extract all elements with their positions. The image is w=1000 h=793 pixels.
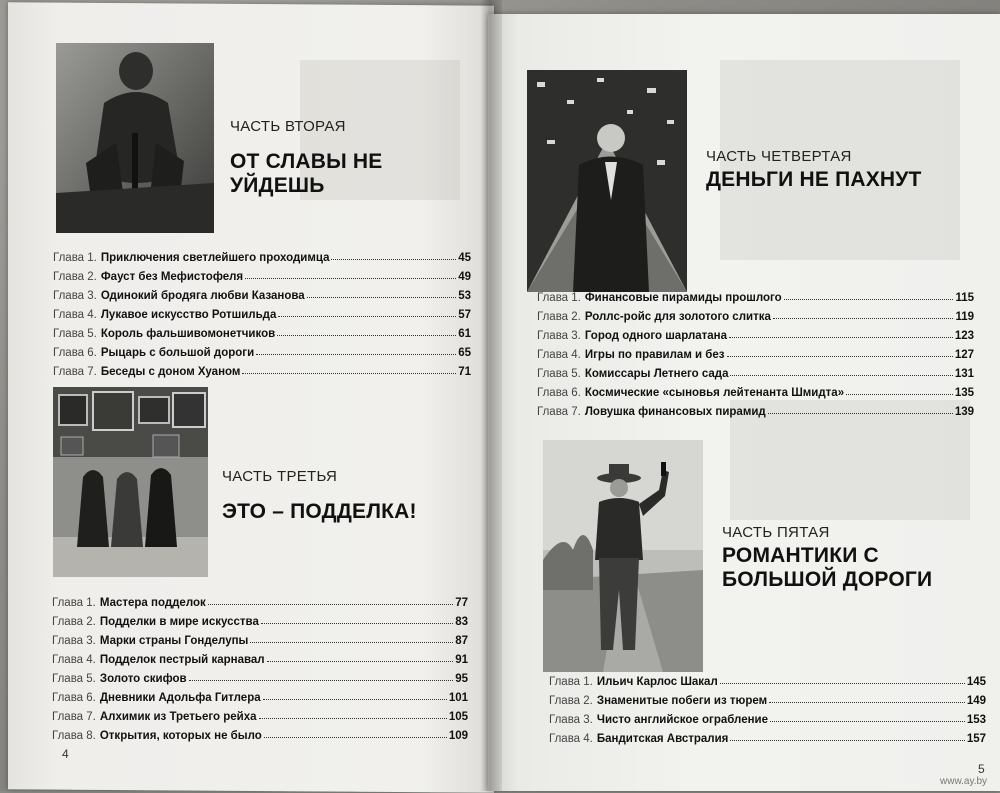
toc-entry[interactable] bbox=[52, 590, 468, 609]
leader-dots bbox=[720, 683, 965, 684]
page-number-left: 4 bbox=[62, 747, 69, 761]
chapter-title: Беседы с доном Хуаном bbox=[100, 366, 241, 378]
chapter-title: Подделки в мире искусства bbox=[99, 616, 259, 628]
chapter-number: Глава 2. bbox=[537, 311, 581, 323]
toc-entry[interactable] bbox=[537, 342, 974, 361]
part-title: ОТ СЛАВЫ НЕ УЙДЕШЬ bbox=[230, 150, 383, 197]
page-number: 71 bbox=[458, 366, 471, 378]
chapter-title: Одинокий бродяга любви Казанова bbox=[100, 290, 305, 302]
leader-dots bbox=[730, 740, 964, 741]
chapter-number: Глава 4. bbox=[52, 654, 96, 666]
chapter-title: Приключения светлейшего проходимца bbox=[100, 252, 330, 264]
businessman-money-photo bbox=[527, 70, 687, 292]
part-label: ЧАСТЬ ВТОРАЯ bbox=[230, 118, 346, 135]
chapter-title: Бандитская Австралия bbox=[596, 733, 729, 745]
chapter-number: Глава 3. bbox=[53, 290, 97, 302]
toc-entry[interactable] bbox=[549, 707, 986, 726]
toc-entry[interactable] bbox=[53, 340, 471, 359]
toc-entry[interactable] bbox=[53, 245, 471, 264]
leader-dots bbox=[773, 318, 954, 319]
chapter-title: Дневники Адольфа Гитлера bbox=[99, 692, 261, 704]
toc-entry[interactable] bbox=[537, 323, 974, 342]
chapter-title: Золото скифов bbox=[99, 673, 187, 685]
page-number: 77 bbox=[455, 597, 468, 609]
leader-dots bbox=[770, 721, 965, 722]
chapter-number: Глава 5. bbox=[52, 673, 96, 685]
chapter-title: Лукавое искусство Ротшильда bbox=[100, 309, 277, 321]
part-title: РОМАНТИКИ С БОЛЬШОЙ ДОРОГИ bbox=[722, 544, 933, 591]
leader-dots bbox=[261, 623, 453, 624]
leader-dots bbox=[846, 394, 953, 395]
chapter-title: Чисто английское ограбление bbox=[596, 714, 769, 726]
chapter-number: Глава 7. bbox=[537, 406, 581, 418]
toc-entry[interactable] bbox=[52, 628, 468, 647]
toc-part-three bbox=[52, 590, 468, 742]
toc-entry[interactable] bbox=[53, 264, 471, 283]
part-label: ЧАСТЬ ЧЕТВЕРТАЯ bbox=[706, 148, 852, 165]
chapter-title: Роллс-ройс для золотого слитка bbox=[584, 311, 771, 323]
chapter-title: Комиссары Летнего сада bbox=[584, 368, 729, 380]
chapter-number: Глава 2. bbox=[549, 695, 593, 707]
leader-dots bbox=[730, 375, 952, 376]
toc-part-four bbox=[537, 285, 974, 418]
chapter-number: Глава 7. bbox=[53, 366, 97, 378]
part-title: ЭТО – ПОДДЕЛКА! bbox=[222, 500, 417, 523]
part-label: ЧАСТЬ ТРЕТЬЯ bbox=[222, 468, 338, 485]
part-title: ДЕНЬГИ НЕ ПАХНУТ bbox=[706, 168, 922, 191]
part-label: ЧАСТЬ ПЯТАЯ bbox=[722, 524, 830, 541]
leader-dots bbox=[256, 354, 456, 355]
chapter-title: Ловушка финансовых пирамид bbox=[584, 406, 766, 418]
page-number: 65 bbox=[458, 347, 471, 359]
toc-entry[interactable] bbox=[549, 669, 986, 688]
page-number: 135 bbox=[954, 387, 974, 399]
leader-dots bbox=[769, 702, 965, 703]
chapter-number: Глава 5. bbox=[537, 368, 581, 380]
page-number-right: 5 bbox=[978, 762, 985, 776]
toc-entry[interactable] bbox=[53, 321, 471, 340]
chapter-title: Подделок пестрый карнавал bbox=[99, 654, 265, 666]
chapter-title: Ильич Карлос Шакал bbox=[596, 676, 718, 688]
page-number: 49 bbox=[458, 271, 471, 283]
page-number: 149 bbox=[966, 695, 986, 707]
page-number: 131 bbox=[954, 368, 974, 380]
toc-entry[interactable] bbox=[52, 723, 468, 742]
leader-dots bbox=[208, 604, 453, 605]
toc-part-two bbox=[53, 245, 471, 378]
knight-statue-photo bbox=[56, 43, 214, 233]
toc-entry[interactable] bbox=[52, 609, 468, 628]
leader-dots bbox=[331, 259, 456, 260]
page-number: 127 bbox=[954, 349, 974, 361]
page-number: 119 bbox=[955, 311, 974, 323]
page-number: 139 bbox=[954, 406, 974, 418]
chapter-title: Рыцарь с большой дороги bbox=[100, 347, 255, 359]
page-number: 91 bbox=[455, 654, 468, 666]
chapter-number: Глава 1. bbox=[53, 252, 97, 264]
page-number: 105 bbox=[448, 711, 468, 723]
toc-entry[interactable] bbox=[537, 361, 974, 380]
page-number: 53 bbox=[458, 290, 471, 302]
page-number: 45 bbox=[458, 252, 471, 264]
leader-dots bbox=[729, 337, 953, 338]
toc-entry[interactable] bbox=[52, 666, 468, 685]
leader-dots bbox=[245, 278, 456, 279]
chapter-title: Игры по правилам и без bbox=[584, 349, 725, 361]
chapter-title: Фауст без Мефистофеля bbox=[100, 271, 244, 283]
chapter-number: Глава 6. bbox=[537, 387, 581, 399]
show-through bbox=[730, 400, 970, 520]
chapter-number: Глава 3. bbox=[537, 330, 581, 342]
toc-entry[interactable] bbox=[52, 704, 468, 723]
leader-dots bbox=[768, 413, 953, 414]
page-number: 115 bbox=[955, 292, 974, 304]
toc-entry[interactable] bbox=[53, 283, 471, 302]
page-number: 157 bbox=[966, 733, 986, 745]
leader-dots bbox=[189, 680, 454, 681]
leader-dots bbox=[784, 299, 954, 300]
chapter-number: Глава 6. bbox=[52, 692, 96, 704]
chapter-title: Марки страны Гонделупы bbox=[99, 635, 249, 647]
chapter-number: Глава 2. bbox=[52, 616, 96, 628]
chapter-number: Глава 2. bbox=[53, 271, 97, 283]
page-number: 145 bbox=[966, 676, 986, 688]
watermark: www.ay.by bbox=[940, 776, 988, 787]
toc-entry[interactable] bbox=[537, 285, 974, 304]
toc-entry[interactable] bbox=[549, 688, 986, 707]
chapter-title: Знаменитые побеги из тюрем bbox=[596, 695, 768, 707]
page-number: 95 bbox=[455, 673, 468, 685]
toc-part-five bbox=[549, 669, 986, 745]
chapter-number: Глава 3. bbox=[52, 635, 96, 647]
leader-dots bbox=[277, 335, 456, 336]
leader-dots bbox=[307, 297, 457, 298]
toc-entry[interactable] bbox=[537, 304, 974, 323]
page-number: 109 bbox=[448, 730, 468, 742]
book-gutter bbox=[480, 0, 502, 791]
chapter-number: Глава 7. bbox=[52, 711, 96, 723]
page-number: 123 bbox=[954, 330, 974, 342]
chapter-number: Глава 4. bbox=[537, 349, 581, 361]
chapter-title: Открытия, которых не было bbox=[99, 730, 262, 742]
chapter-number: Глава 4. bbox=[53, 309, 97, 321]
chapter-title: Король фальшивомонетчиков bbox=[100, 328, 276, 340]
chapter-number: Глава 1. bbox=[549, 676, 593, 688]
page-number: 153 bbox=[966, 714, 986, 726]
leader-dots bbox=[250, 642, 453, 643]
art-gallery-photo bbox=[53, 387, 208, 577]
toc-entry[interactable] bbox=[537, 399, 974, 418]
leader-dots bbox=[727, 356, 953, 357]
chapter-number: Глава 8. bbox=[52, 730, 96, 742]
page-number: 83 bbox=[455, 616, 468, 628]
chapter-title: Космические «сыновья лейтенанта Шмидта» bbox=[584, 387, 845, 399]
page-number: 101 bbox=[448, 692, 468, 704]
chapter-number: Глава 3. bbox=[549, 714, 593, 726]
toc-entry[interactable] bbox=[53, 302, 471, 321]
toc-entry[interactable] bbox=[52, 647, 468, 666]
chapter-number: Глава 1. bbox=[537, 292, 581, 304]
chapter-number: Глава 6. bbox=[53, 347, 97, 359]
chapter-title: Алхимик из Третьего рейха bbox=[99, 711, 257, 723]
chapter-title: Финансовые пирамиды прошлого bbox=[584, 292, 782, 304]
leader-dots bbox=[264, 737, 447, 738]
chapter-title: Мастера подделок bbox=[99, 597, 206, 609]
page-number: 57 bbox=[458, 309, 471, 321]
chapter-number: Глава 4. bbox=[549, 733, 593, 745]
toc-entry[interactable] bbox=[53, 359, 471, 378]
leader-dots bbox=[242, 373, 456, 374]
cowboy-gunslinger-photo bbox=[543, 440, 703, 672]
toc-entry[interactable] bbox=[52, 685, 468, 704]
leader-dots bbox=[263, 699, 447, 700]
leader-dots bbox=[267, 661, 454, 662]
leader-dots bbox=[278, 316, 456, 317]
page-number: 87 bbox=[455, 635, 468, 647]
chapter-number: Глава 5. bbox=[53, 328, 97, 340]
page-number: 61 bbox=[458, 328, 471, 340]
toc-entry[interactable] bbox=[537, 380, 974, 399]
leader-dots bbox=[259, 718, 447, 719]
chapter-number: Глава 1. bbox=[52, 597, 96, 609]
chapter-title: Город одного шарлатана bbox=[584, 330, 728, 342]
toc-entry[interactable] bbox=[549, 726, 986, 745]
